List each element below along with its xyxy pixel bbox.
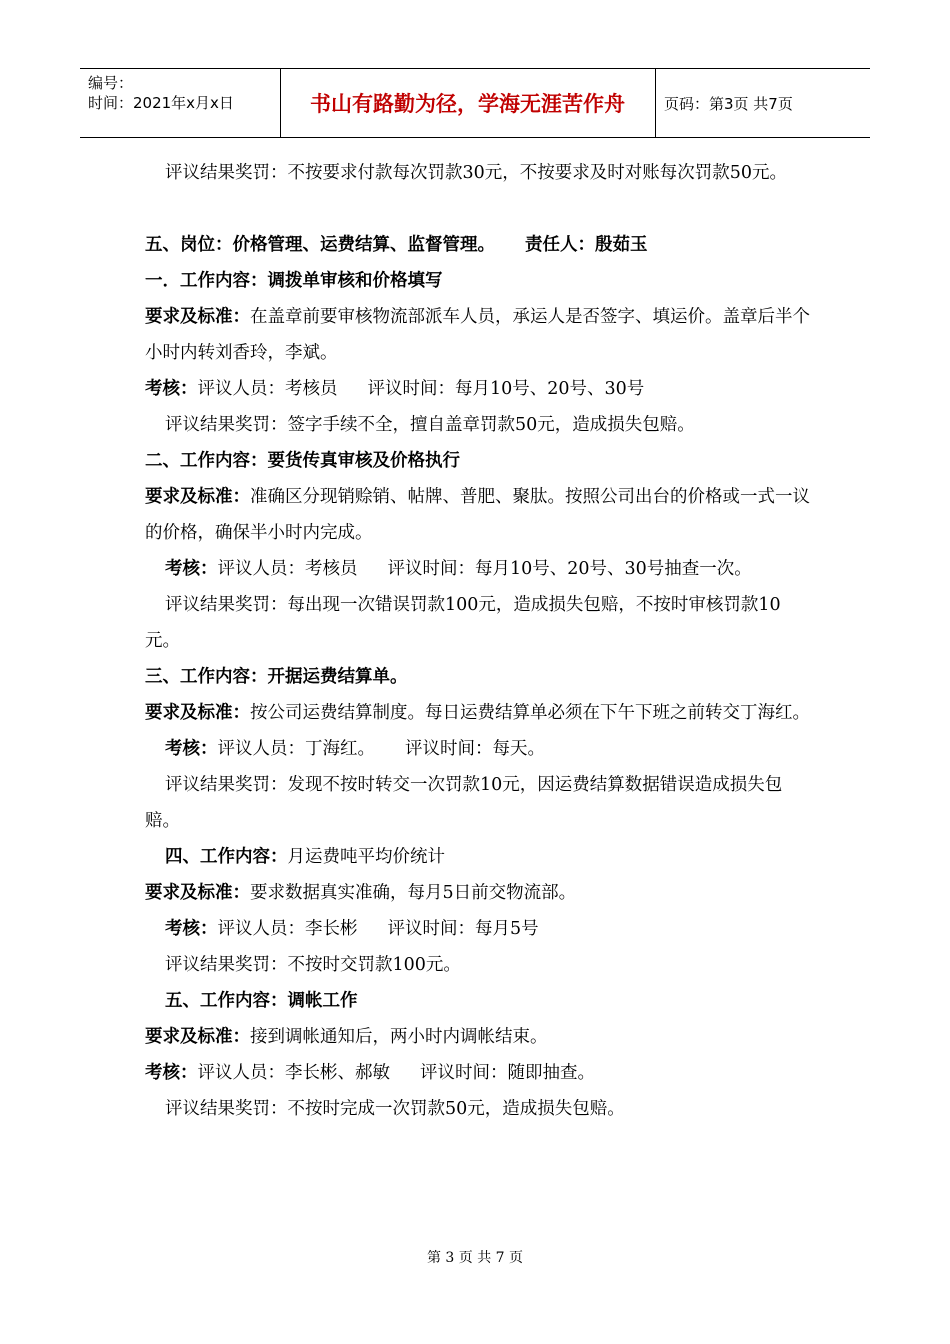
assessment-label: 考核：	[165, 919, 218, 939]
assessment	[145, 911, 810, 947]
result: 评议结果奖罚：发现不按时转交一次罚款10元，因运费结算数据错误造成损失包赔。	[145, 775, 783, 831]
assessment	[145, 551, 810, 587]
requirement-label: 要求及标准：	[145, 703, 250, 723]
assessment-time: 评议时间：每月5号	[387, 919, 539, 939]
task-title	[145, 839, 810, 875]
requirement-label: 要求及标准：	[145, 1027, 250, 1047]
task-title-label: 四、工作内容：	[165, 847, 288, 867]
header-page-info: 页码：第3页 共7页	[664, 94, 793, 113]
assessment-people: 评议人员：考核员	[217, 559, 358, 579]
header-motto: 书山有路勤为径，学海无涯苦作舟	[310, 92, 625, 116]
assessment	[145, 731, 810, 767]
assessment-time: 评议时间：每天。	[405, 739, 545, 759]
assessment-people: 评议人员：丁海红。	[217, 739, 375, 759]
section-heading	[145, 227, 810, 263]
requirement	[145, 695, 810, 731]
requirement-label: 要求及标准：	[145, 307, 250, 327]
requirement	[145, 1019, 810, 1055]
assessment-people: 评议人员：李长彬、郝敏	[197, 1063, 390, 1083]
task-title: 一．工作内容：调拨单审核和价格填写	[145, 271, 443, 291]
requirement-text: 接到调帐通知后，两小时内调帐结束。	[250, 1027, 548, 1047]
result: 评议结果奖罚：每出现一次错误罚款100元，造成损失包赔，不按时审核罚款10元。	[145, 595, 781, 651]
result: 评议结果奖罚：不按时完成一次罚款50元，造成损失包赔。	[165, 1099, 625, 1119]
header-number: 编号：	[88, 74, 134, 92]
section-owner: 责任人：殷茹玉	[525, 235, 648, 255]
page-footer: 第 3 页 共 7 页	[426, 1250, 524, 1266]
result: 评议结果奖罚：签字手续不全，擅自盖章罚款50元，造成损失包赔。	[165, 415, 695, 435]
assessment-people: 评议人员：李长彬	[217, 919, 358, 939]
assessment-people: 评议人员：考核员	[197, 379, 338, 399]
header-divider	[655, 69, 656, 137]
assessment-label: 考核：	[145, 379, 198, 399]
page-header	[80, 68, 870, 138]
paragraph: 评议结果奖罚：不按要求付款每次罚款30元，不按要求及时对账每次罚款50元。	[165, 163, 788, 183]
task-title-text: 月运费吨平均价统计	[287, 847, 445, 867]
document-body	[145, 155, 810, 1127]
assessment-time: 评议时间：每月10号、20号、30号	[367, 379, 645, 399]
assessment-time: 评议时间：每月10号、20号、30号抽查一次。	[387, 559, 752, 579]
requirement	[145, 299, 810, 371]
assessment-label: 考核：	[165, 559, 218, 579]
task-title: 三、工作内容：开据运费结算单。	[145, 667, 408, 687]
task-title: 二、工作内容：要货传真审核及价格执行	[145, 451, 460, 471]
assessment-time: 评议时间：随即抽查。	[420, 1063, 595, 1083]
assessment-label: 考核：	[145, 1063, 198, 1083]
header-meta	[88, 73, 234, 113]
result: 评议结果奖罚：不按时交罚款100元。	[165, 955, 461, 975]
task-title: 五、工作内容：调帐工作	[165, 991, 358, 1011]
requirement	[145, 479, 810, 551]
requirement-label: 要求及标准：	[145, 883, 250, 903]
requirement-text: 在盖章前要审核物流部派车人员，承运人是否签字、填运价。盖章后半个小时内转刘香玲，李斌。	[145, 307, 810, 363]
section-title: 五、岗位：价格管理、运费结算、监督管理。	[145, 235, 495, 255]
assessment	[145, 371, 810, 407]
assessment	[145, 1055, 810, 1091]
requirement-text: 要求数据真实准确，每月5日前交物流部。	[250, 883, 577, 903]
header-time: 时间：2021年x月x日	[88, 94, 234, 112]
assessment-label: 考核：	[165, 739, 218, 759]
requirement-label: 要求及标准：	[145, 487, 250, 507]
requirement-text: 准确区分现销赊销、帖牌、普肥、聚肽。按照公司出台的价格或一式一议的价格，确保半小时内完成。	[145, 487, 810, 543]
requirement-text: 按公司运费结算制度。每日运费结算单必须在下午下班之前转交丁海红。	[250, 703, 810, 723]
requirement	[145, 875, 810, 911]
